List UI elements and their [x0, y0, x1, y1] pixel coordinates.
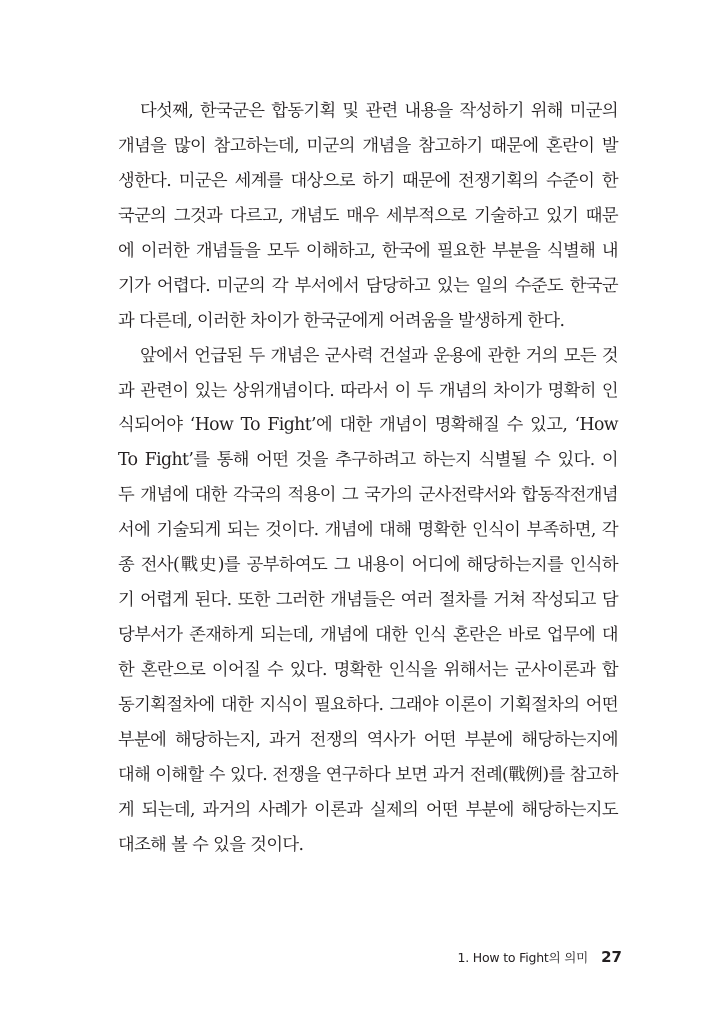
text-line: 종 전사(戰史)를 공부하여도 그 내용이 어디에 해당하는지를 인식하: [118, 555, 618, 576]
text-line: 에 이러한 개념들을 모두 이해하고, 한국에 필요한 부분을 식별해 내: [118, 240, 618, 261]
text-line: 식되어야 ‘How To Fight’에 대한 개념이 명확해질 수 있고, ‘How: [118, 415, 618, 436]
text-line: 국군의 그것과 다르고, 개념도 매우 세부적으로 기술하고 있기 때문: [118, 205, 618, 226]
text-line: 한 혼란으로 이어질 수 있다. 명확한 인식을 위해서는 군사이론과 합: [118, 660, 618, 680]
text-line: 대조해 볼 수 있을 것이다.: [118, 834, 304, 855]
text-line: 대해 이해할 수 있다. 전쟁을 연구하다 보면 과거 전례(戰例)를 참고하: [118, 764, 618, 785]
text-line: 과 관련이 있는 상위개념이다. 따라서 이 두 개념의 차이가 명확히 인: [118, 380, 618, 401]
text-line: 기가 어렵다. 미군의 각 부서에서 담당하고 있는 일의 수준도 한국군: [118, 275, 618, 296]
running-title: 1. How to Fight의 의미: [457, 950, 589, 965]
body-text: [118, 94, 618, 863]
text-line: 개념을 많이 참고하는데, 미군의 개념을 참고하기 때문에 혼란이 발: [118, 135, 618, 156]
text-line: 당부서가 존재하게 되는데, 개념에 대한 인식 혼란은 바로 업무에 대: [118, 625, 618, 646]
page-number: 27: [601, 948, 622, 966]
text-line: 게 되는데, 과거의 사례가 이론과 실제의 어떤 부분에 해당하는지도: [118, 799, 618, 820]
paragraph-1: [118, 94, 618, 339]
text-line: To Fight’를 통해 어떤 것을 추구하려고 하는지 식별될 수 있다. 이: [118, 450, 618, 471]
text-line: 앞에서 언급된 두 개념은 군사력 건설과 운용에 관한 거의 모든 것: [140, 345, 618, 366]
text-line: 동기획절차에 대한 지식이 필요하다. 그래야 이론이 기획절차의 어떤: [118, 694, 618, 715]
paragraph-2: [118, 339, 618, 863]
text-line: 과 다른데, 이러한 차이가 한국군에게 어려움을 발생하게 한다.: [118, 310, 565, 331]
text-line: 생한다. 미군은 세계를 대상으로 하기 때문에 전쟁기획의 수준이 한: [118, 170, 618, 191]
text-line: 기 어렵게 된다. 또한 그러한 개념들은 여러 절차를 거쳐 작성되고 담: [118, 590, 618, 611]
text-line: 부분에 해당하는지, 과거 전쟁의 역사가 어떤 부분에 해당하는지에: [118, 729, 618, 750]
text-line: 서에 기술되게 되는 것이다. 개념에 대해 명확한 인식이 부족하면, 각: [118, 520, 618, 541]
text-line: 다섯째, 한국군은 합동기획 및 관련 내용을 작성하기 위해 미군의: [140, 101, 618, 121]
page-footer: [457, 945, 622, 969]
text-line: 두 개념에 대한 각국의 적용이 그 국가의 군사전략서와 합동작전개념: [118, 485, 618, 506]
